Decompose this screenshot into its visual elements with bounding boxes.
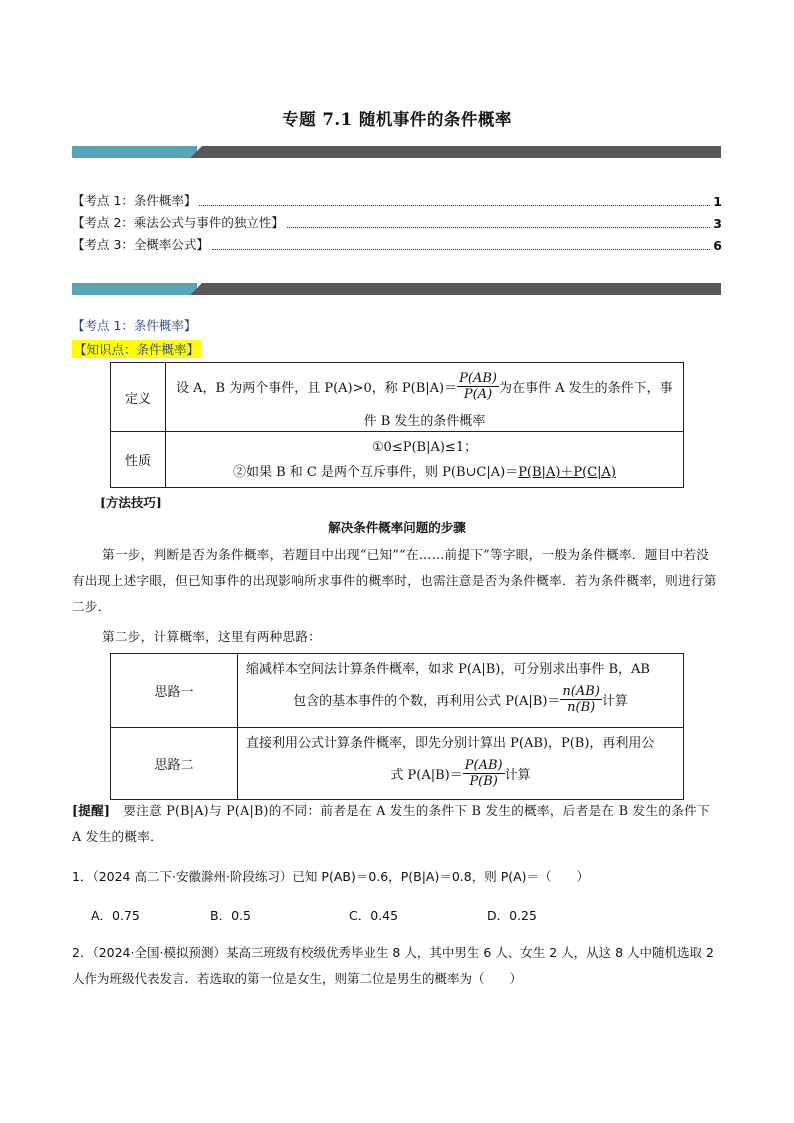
step1-paragraph: 第一步，判断是否为条件概率，若题目中出现“已知”“在……前提下”等字眼，一般为条件概率．题目中若没有出现上述字眼，但已知事件的出现影响所求事件的概率时，也需注意是否为条件概率．若为条件概率，则进行第二步． (72, 547, 717, 614)
definition-text-pre: 设 A，B 为两个事件，且 P(A)>0，称 P(B|A)＝ (176, 381, 458, 396)
tip-paragraph (72, 798, 722, 850)
approach2-cell (238, 728, 684, 800)
property-line1: ①0≤P(B|A)≤1； (371, 440, 478, 455)
approach1-line1: 缩减样本空间法计算条件概率，如求 P(A|B)，可分别求出事件 B，AB (246, 662, 650, 677)
page-title: 专题 7.1 随机事件的条件概率 (282, 110, 512, 129)
tip-label: [提醒] (72, 803, 111, 818)
method-label: [方法技巧] (100, 495, 162, 510)
approach2-line2-post: 计算 (504, 768, 531, 783)
toc-leader-dots (212, 249, 710, 250)
approach2-label: 思路二 (111, 728, 238, 800)
steps-title: 解决条件概率问题的步骤 (328, 520, 466, 535)
approach1-fraction: $\frac{n(AB)}{n(B)}$ (562, 684, 600, 715)
approach2-line2-pre: 式 P(A|B)＝ (390, 768, 463, 783)
toc-leader-dots (199, 205, 710, 206)
toc-entry-3[interactable] (72, 235, 722, 253)
toc-entry-label: 【考点 1：条件概率】 (72, 193, 197, 208)
definition-table (110, 362, 684, 488)
question-2: 2．（2024·全国·模拟预测）某高三班级有校级优秀毕业生 8 人，其中男生 6 人、女生 2 人，从这 8 人中随机选取 2 人作为班级代表发言．若选取的第一位是女生，则第二位是男生的概率为（ ） (72, 945, 714, 986)
section-divider-band (72, 283, 721, 295)
property-label: 性质 (111, 432, 166, 488)
toc-entry-2[interactable] (72, 213, 722, 231)
toc-leader-dots (287, 227, 710, 228)
step2-paragraph: 第二步，计算概率，这里有两种思路： (102, 629, 322, 644)
approach1-label: 思路一 (111, 654, 238, 728)
tip-text: 要注意 P(B|A)与 P(A|B)的不同：前者是在 A 发生的条件下 B 发生的概率，后者是在 B 发生的条件下 A 发生的概率． (72, 803, 710, 844)
toc-page-number: 3 (713, 216, 722, 231)
q1-option-b[interactable]: B．0.5 (210, 908, 251, 923)
header-divider-band (72, 146, 721, 158)
definition-fraction: $\frac{P(AB)}{P(A)}$ (459, 371, 497, 402)
property-cell (166, 432, 684, 488)
approach1-line2-post: 计算 (601, 694, 628, 709)
definition-text-line2: 件 B 发生的条件概率 (363, 414, 486, 429)
q1-option-c[interactable]: C．0.45 (349, 908, 399, 923)
definition-text-post: 为在事件 A 发生的条件下，事 (498, 381, 673, 396)
approach-table (110, 653, 684, 800)
toc-page-number: 6 (713, 238, 722, 253)
toc-entry-label: 【考点 2：乘法公式与事件的独立性】 (72, 215, 284, 230)
definition-cell (166, 363, 684, 432)
property-line2: ②如果 B 和 C 是两个互斥事件，则 P(B∪C|A)＝ (232, 465, 519, 480)
approach2-fraction: $\frac{P(AB)}{P(B)}$ (464, 758, 503, 789)
approach1-line2-pre: 包含的基本事件的个数，再利用公式 P(A|B)＝ (293, 694, 561, 709)
toc-entry-1[interactable] (72, 191, 722, 209)
question-1: 1．（2024 高二下·安徽滁州·阶段练习）已知 P(AB)＝0.6，P(B|A)＝0.8，则 P(A)＝（ ） (72, 869, 590, 884)
q1-option-d[interactable]: D．0.25 (487, 908, 537, 923)
knowledge-tag: 【知识点：条件概率】 (74, 342, 200, 357)
approach2-line1: 直接利用公式计算条件概率，即先分别计算出 P(AB)，P(B)，再利用公 (246, 736, 655, 751)
section-heading: 【考点 1：条件概率】 (72, 318, 197, 333)
approach1-cell (238, 654, 684, 728)
definition-label: 定义 (111, 363, 166, 432)
toc-entry-label: 【考点 3：全概率公式】 (72, 237, 209, 252)
toc-page-number: 1 (713, 194, 722, 209)
q1-option-a[interactable]: A．0.75 (91, 908, 140, 923)
property-line2-underlined: P(B|A)＋P(C|A) (518, 465, 617, 480)
